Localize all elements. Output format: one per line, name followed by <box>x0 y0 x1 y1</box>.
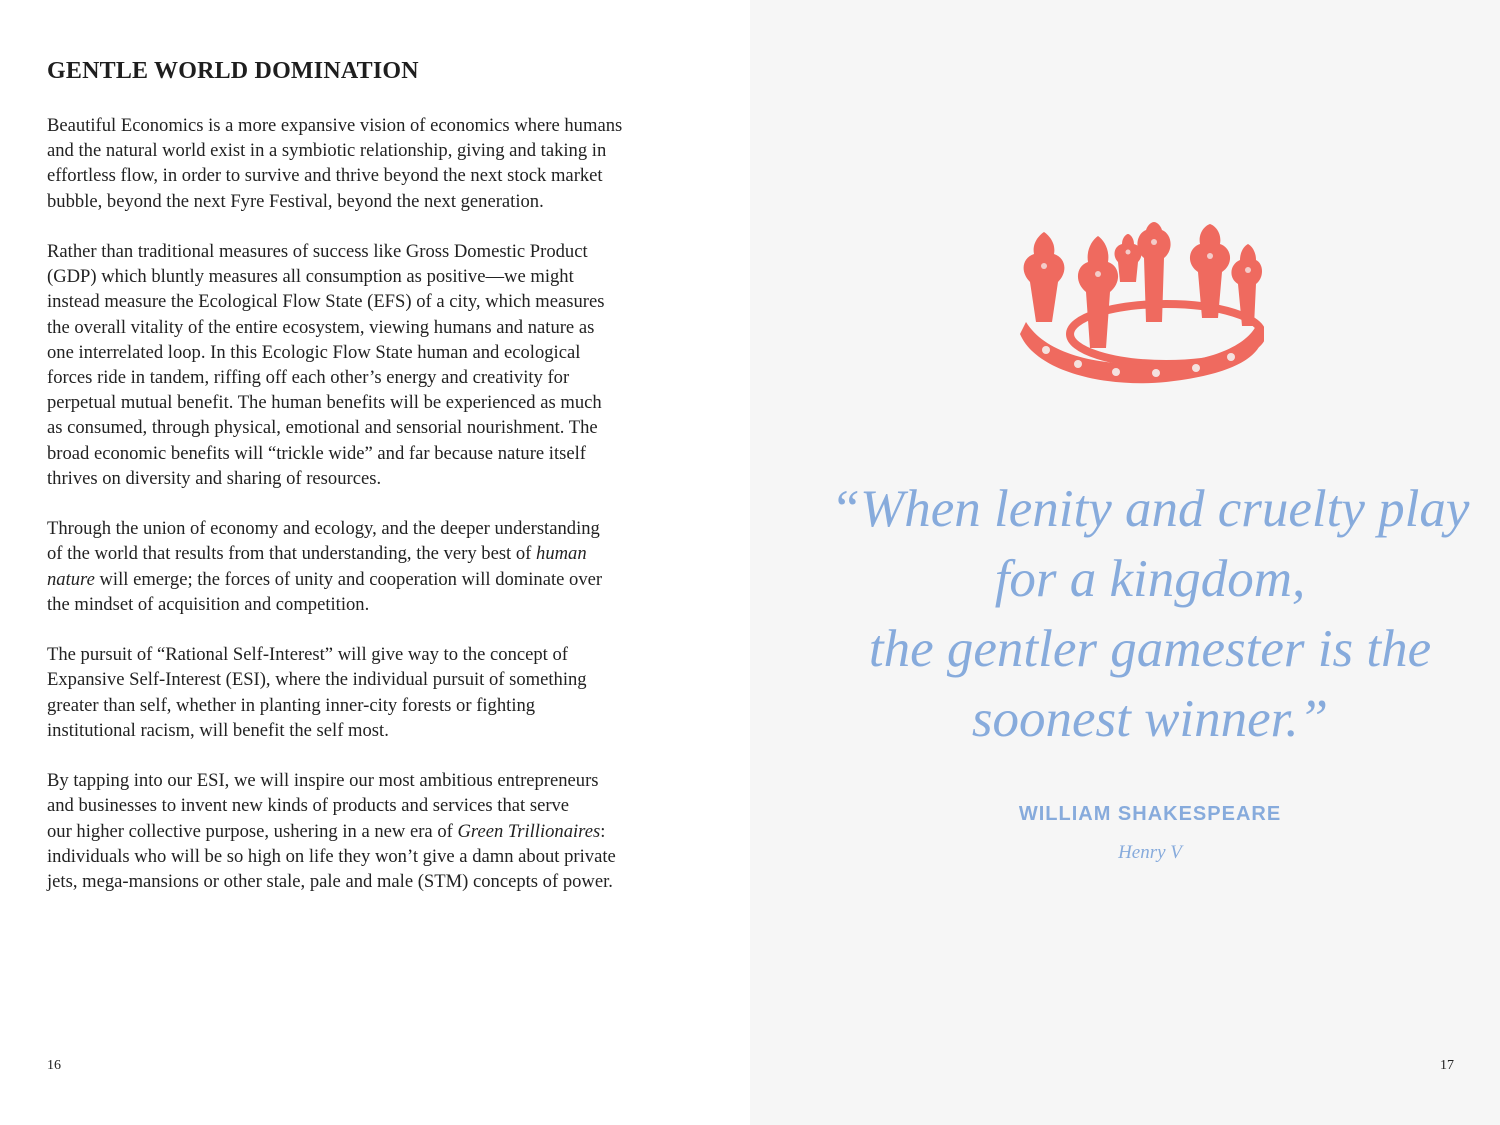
quote-line: the gentler gamester is the <box>868 620 1432 678</box>
paragraph: Through the union of economy and ecology, and the deeper understanding of the world that results from that understanding, the very best of human nature will emerge; the forces of unity and cooperation will dominate over the mindset of acquisition and competition. <box>47 518 603 615</box>
paragraph: Rather than traditional measures of success like Gross Domestic Product (GDP) which bluntly measures all consumption as positive—we might instead measure the Ecological Flow State (EFS) of a city, which measures the overall vitality of the entire ecosystem, viewing humans and nature as one interrelated loop. In this Ecologic Flow State human and ecological forces ride in tandem, riffing off each other’s energy and creativity for perpetual mutual benefit. The human benefits will be experienced as much as consumed, through physical, emotional and sensorial nourishment. The broad economic benefits will “trickle wide” and far because nature itself thrives on diversity and sharing of resources. <box>47 241 605 489</box>
quotation <box>810 474 1490 754</box>
page-number-right: 17 <box>1440 1058 1454 1073</box>
right-page <box>750 0 1500 1125</box>
paragraph: Beautiful Economics is a more expansive vision of economics where humans and the natural world exist in a symbiotic relationship, giving and taking in effortless flow, in order to survive and thrive beyond the next stock market bubble, beyond the next Fyre Festival, beyond the next generation. <box>47 115 623 212</box>
quote-line: soonest winner.” <box>971 690 1329 748</box>
body-text <box>47 113 687 919</box>
emphasis-text: nature <box>47 568 95 590</box>
emphasis-text: Green Trillionaires <box>457 820 601 842</box>
page-number-left: 16 <box>47 1058 61 1073</box>
quote-line: “When lenity and cruelty play <box>830 480 1470 538</box>
paragraph: The pursuit of “Rational Self-Interest” will give way to the concept of Expansive Self-Interest (ESI), where the individual pursuit of something greater than self, whether in planting inner-city forests or fighting institutional racism, will benefit the self most. <box>47 644 587 741</box>
quote-source: Henry V <box>1118 842 1182 863</box>
paragraph: By tapping into our ESI, we will inspire our most ambitious entrepreneurs and businesses to invent new kinds of products and services that serve our higher collective purpose, ushering in a new era of Green Trillionaires: individuals who will be so high on life they won’t give a damn about private jets, mega-mansions or other stale, pale and male (STM) concepts of power. <box>47 770 616 893</box>
crown-illustration <box>1016 222 1264 388</box>
emphasis-text: human <box>536 543 587 565</box>
chapter-heading: GENTLE WORLD DOMINATION <box>47 58 419 84</box>
quote-author: WILLIAM SHAKESPEARE <box>1018 803 1282 825</box>
quote-line: for a kingdom, <box>994 550 1306 608</box>
